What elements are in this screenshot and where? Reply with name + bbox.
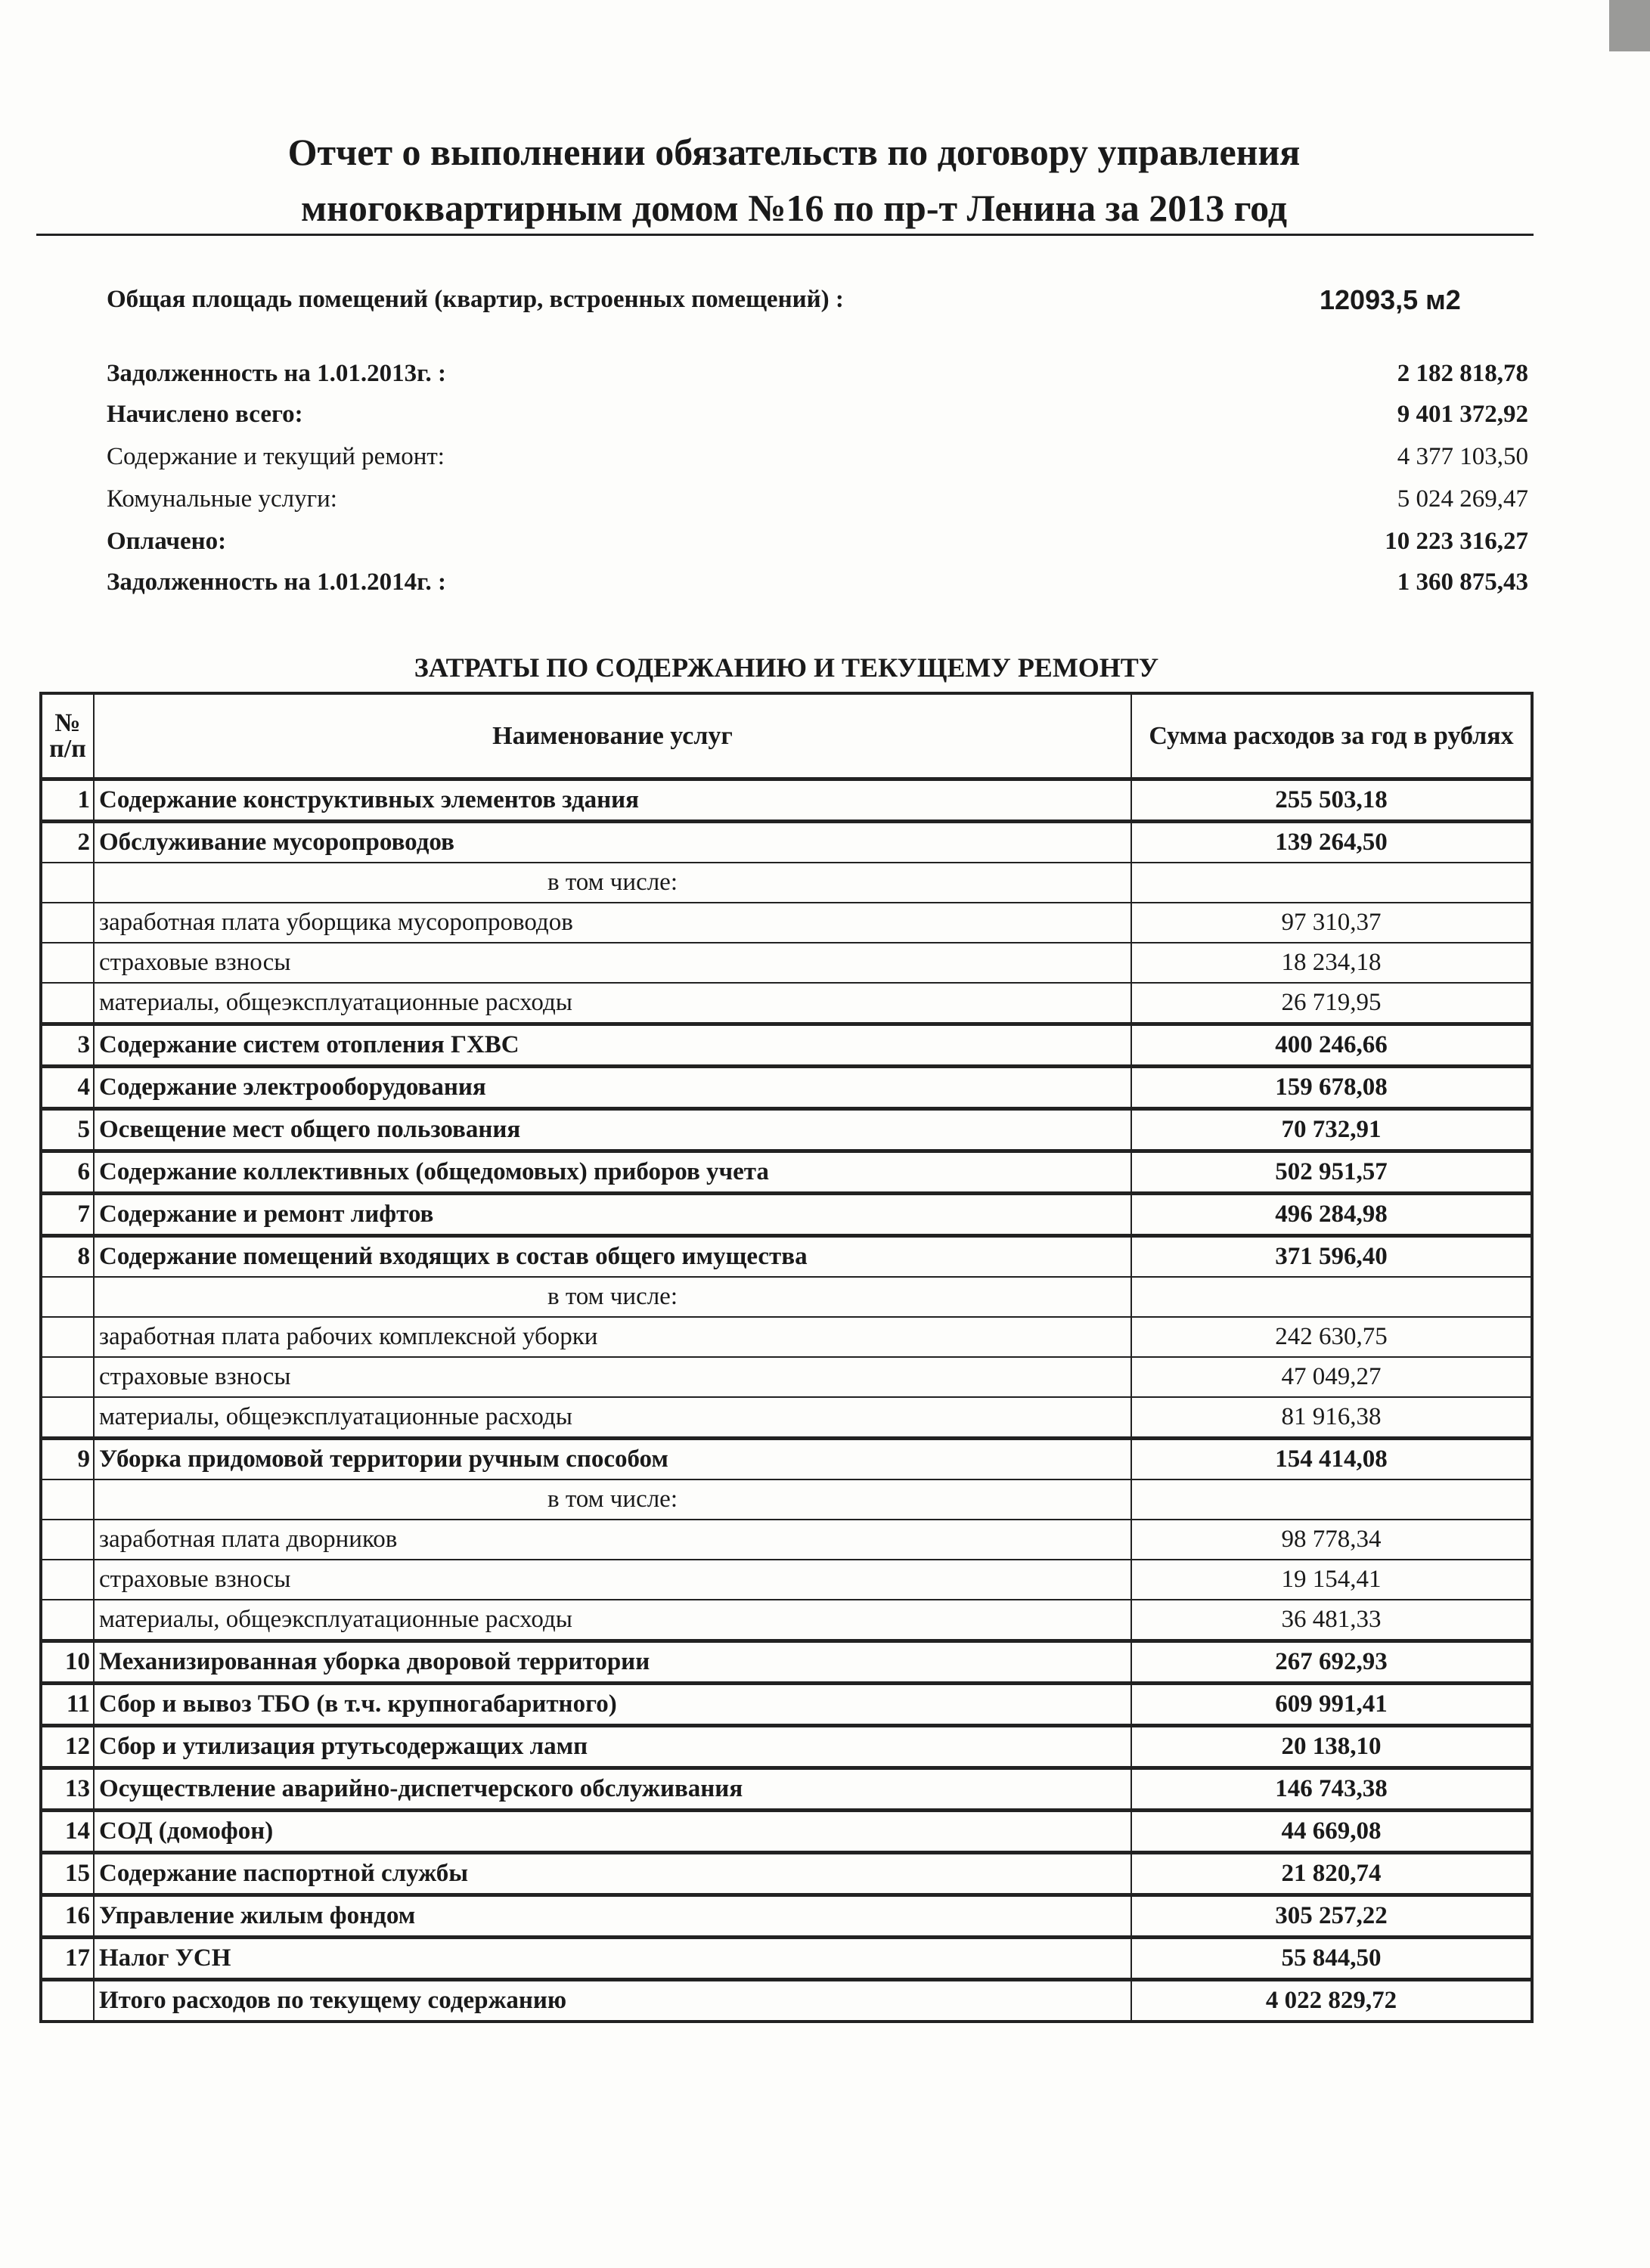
report-title-line-2: многоквартирным домом №16 по пр-т Ленина за 2013 год [300,187,1288,229]
table-row [41,1317,1532,1357]
row-number [41,1397,94,1439]
table-row [41,1109,1532,1151]
row-service-name: в том числе: [94,1277,1131,1317]
header-annual-sum: Сумма расходов за год в рублях [1131,693,1532,779]
row-service-name: страховые взносы [94,943,1131,983]
table-row [41,1277,1532,1317]
row-number: 2 [41,822,94,863]
row-service-name: Содержание конструктивных элементов здания [94,779,1131,822]
row-sum: 21 820,74 [1131,1853,1532,1895]
table-row [41,822,1532,863]
header-service-name: Наименование услуг [94,693,1131,779]
row-sum: 55 844,50 [1131,1938,1532,1980]
expenses-table [39,692,1534,2023]
row-sum: 18 234,18 [1131,943,1532,983]
row-service-name: Освещение мест общего пользования [94,1109,1131,1151]
summary-label: Задолженность на 1.01.2014г. : [107,569,446,596]
table-row [41,1236,1532,1278]
row-sum: 4 022 829,72 [1131,1980,1532,2022]
table-row [41,1151,1532,1194]
row-service-name: Налог УСН [94,1938,1131,1980]
row-sum: 70 732,91 [1131,1109,1532,1151]
summary-label: Задолженность на 1.01.2013г. : [107,360,446,387]
row-service-name: Обслуживание мусоропроводов [94,822,1131,863]
row-number [41,1479,94,1520]
row-number [41,983,94,1024]
row-number [41,1560,94,1600]
summary-label: Комунальные услуги: [107,485,337,513]
summary-value: 4 377 103,50 [1397,443,1528,470]
row-number: 13 [41,1768,94,1811]
row-number: 6 [41,1151,94,1194]
table-row [41,1520,1532,1560]
table-row [41,1980,1532,2022]
table-row [41,1768,1532,1811]
row-service-name: Содержание паспортной службы [94,1853,1131,1895]
title-divider [36,234,1534,236]
row-number [41,1520,94,1560]
row-sum: 267 692,93 [1131,1641,1532,1684]
row-service-name: в том числе: [94,1479,1131,1520]
row-service-name: Сбор и утилизация ртутьсодержащих ламп [94,1726,1131,1768]
row-sum: 19 154,41 [1131,1560,1532,1600]
table-row [41,1938,1532,1980]
table-row [41,779,1532,822]
row-service-name: заработная плата уборщика мусоропроводов [94,903,1131,943]
row-service-name: материалы, общеэксплуатационные расходы [94,983,1131,1024]
row-number [41,903,94,943]
row-number: 17 [41,1938,94,1980]
row-sum [1131,1277,1532,1317]
table-row [41,903,1532,943]
header-number: № п/п [41,693,94,779]
row-number: 16 [41,1895,94,1938]
table-row [41,1479,1532,1520]
row-service-name: страховые взносы [94,1357,1131,1397]
row-number [41,1277,94,1317]
row-service-name: в том числе: [94,863,1131,903]
row-number: 5 [41,1109,94,1151]
row-number [41,1317,94,1357]
row-service-name: Итого расходов по текущему содержанию [94,1980,1131,2022]
row-sum: 44 669,08 [1131,1811,1532,1853]
row-sum: 139 264,50 [1131,822,1532,863]
row-number: 9 [41,1439,94,1480]
row-sum: 371 596,40 [1131,1236,1532,1278]
table-row [41,943,1532,983]
row-number: 14 [41,1811,94,1853]
row-sum: 609 991,41 [1131,1684,1532,1726]
row-service-name: Содержание помещений входящих в состав общего имущества [94,1236,1131,1278]
row-sum: 81 916,38 [1131,1397,1532,1439]
row-sum: 20 138,10 [1131,1726,1532,1768]
table-row [41,1024,1532,1067]
row-sum [1131,863,1532,903]
row-sum: 502 951,57 [1131,1151,1532,1194]
area-label: Общая площадь помещений (квартир, встроенных помещений) : [107,286,844,313]
table-header-row [41,693,1532,779]
row-sum: 242 630,75 [1131,1317,1532,1357]
row-number: 7 [41,1194,94,1236]
row-sum: 400 246,66 [1131,1024,1532,1067]
row-service-name: страховые взносы [94,1560,1131,1600]
row-number [41,943,94,983]
row-number [41,1980,94,2022]
row-number: 1 [41,779,94,822]
row-sum: 146 743,38 [1131,1768,1532,1811]
summary-value: 10 223 316,27 [1385,528,1528,555]
row-sum: 255 503,18 [1131,779,1532,822]
row-number: 3 [41,1024,94,1067]
row-service-name: СОД (домофон) [94,1811,1131,1853]
table-row [41,1397,1532,1439]
table-row [41,1641,1532,1684]
table-row [41,1895,1532,1938]
row-number: 15 [41,1853,94,1895]
row-service-name: Управление жилым фондом [94,1895,1131,1938]
row-sum: 154 414,08 [1131,1439,1532,1480]
row-sum: 36 481,33 [1131,1600,1532,1641]
area-value: 12093,5 м2 [1320,284,1461,315]
summary-value: 1 360 875,43 [1397,569,1528,596]
row-number: 11 [41,1684,94,1726]
row-service-name: Уборка придомовой территории ручным способом [94,1439,1131,1480]
report-title-line-1: Отчет о выполнении обязательств по договору управления [287,131,1301,173]
summary-label: Содержание и текущий ремонт: [107,443,445,470]
row-number [41,1600,94,1641]
summary-value: 2 182 818,78 [1397,360,1528,387]
row-sum: 97 310,37 [1131,903,1532,943]
row-number: 8 [41,1236,94,1278]
row-number [41,1357,94,1397]
row-service-name: Содержание систем отопления ГХВС [94,1024,1131,1067]
row-service-name: Содержание коллективных (общедомовых) приборов учета [94,1151,1131,1194]
row-number [41,863,94,903]
table-row [41,1600,1532,1641]
table-row [41,1684,1532,1726]
table-row [41,1194,1532,1236]
row-service-name: материалы, общеэксплуатационные расходы [94,1397,1131,1439]
summary-label: Начислено всего: [107,401,303,428]
table-row [41,983,1532,1024]
row-sum [1131,1479,1532,1520]
row-service-name: Механизированная уборка дворовой территории [94,1641,1131,1684]
table-row [41,1811,1532,1853]
scan-edge-artifact [1609,0,1650,51]
row-sum: 159 678,08 [1131,1067,1532,1109]
table-row [41,1067,1532,1109]
row-sum: 98 778,34 [1131,1520,1532,1560]
row-service-name: заработная плата рабочих комплексной уборки [94,1317,1131,1357]
row-sum: 305 257,22 [1131,1895,1532,1938]
table-row [41,1853,1532,1895]
row-number: 12 [41,1726,94,1768]
table-heading: ЗАТРАТЫ ПО СОДЕРЖАНИЮ И ТЕКУЩЕМУ РЕМОНТУ [414,652,1159,683]
row-service-name: материалы, общеэксплуатационные расходы [94,1600,1131,1641]
table-row [41,1357,1532,1397]
row-service-name: Содержание и ремонт лифтов [94,1194,1131,1236]
row-number: 4 [41,1067,94,1109]
summary-label: Оплачено: [107,528,227,555]
row-service-name: заработная плата дворников [94,1520,1131,1560]
row-sum: 47 049,27 [1131,1357,1532,1397]
summary-value: 9 401 372,92 [1397,401,1528,428]
row-service-name: Осуществление аварийно-диспетчерского обслуживания [94,1768,1131,1811]
row-sum: 496 284,98 [1131,1194,1532,1236]
row-number: 10 [41,1641,94,1684]
table-row [41,1726,1532,1768]
row-service-name: Содержание электрооборудования [94,1067,1131,1109]
summary-value: 5 024 269,47 [1397,485,1528,513]
table-row [41,863,1532,903]
row-service-name: Сбор и вывоз ТБО (в т.ч. крупногабаритного) [94,1684,1131,1726]
row-sum: 26 719,95 [1131,983,1532,1024]
table-row [41,1560,1532,1600]
table-row [41,1439,1532,1480]
